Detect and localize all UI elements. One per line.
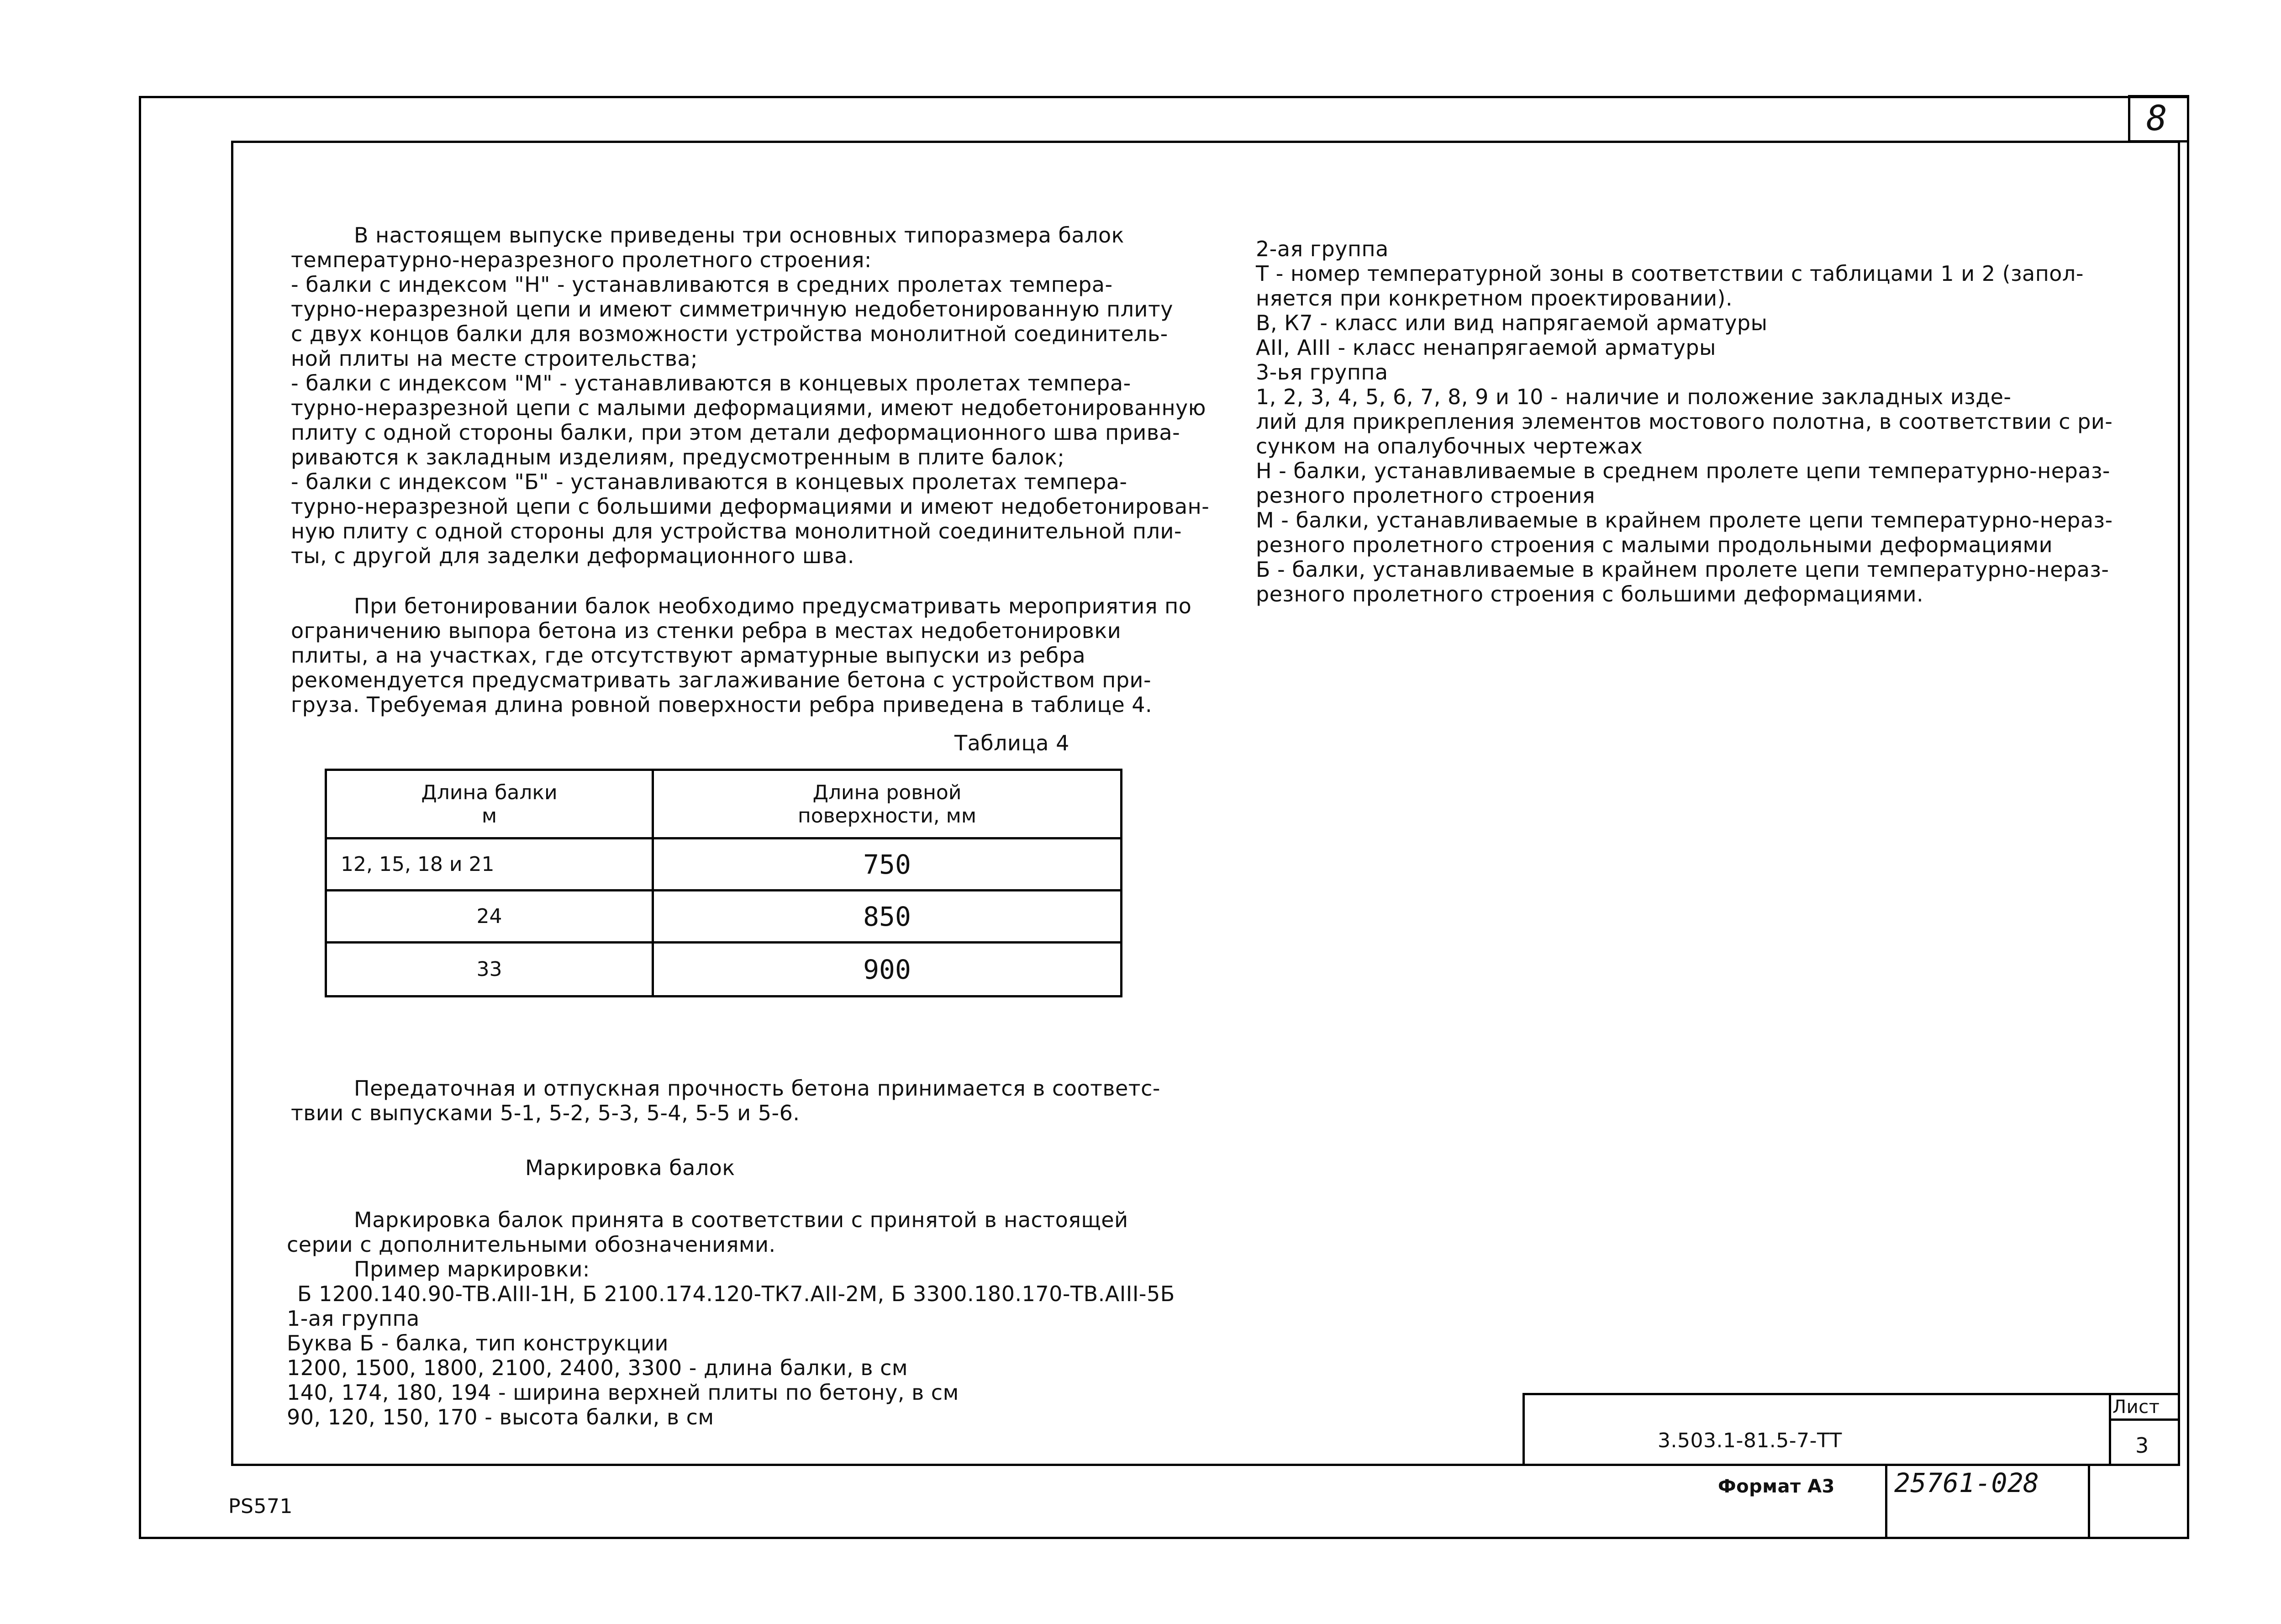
marking-heading: Маркировка балок (525, 1155, 735, 1180)
text-line: риваются к закладным изделиям, предусмотренным в плите балок; (291, 445, 1065, 469)
text-line: Буква Б - балка, тип конструкции (287, 1331, 669, 1355)
inventory-sheet: 8 (2023, 1467, 2039, 1498)
table-header-cell (326, 770, 653, 838)
text-line: В настоящем выпуске приведены три основных типоразмера балок (354, 223, 1124, 248)
text-line: 90, 120, 150, 170 - высота балки, в см (287, 1405, 714, 1429)
text-line: В, К7 - класс или вид напрягаемой арматуры (1256, 311, 1768, 335)
text-line: турно-неразрезной цепи с большими деформациями и имеют недобетонирован- (291, 494, 1210, 519)
text-line: плиты, а на участках, где отсутствуют арматурные выпуски из ребра (291, 643, 1086, 668)
document-code: 3.503.1-81.5-7-ТТ (1658, 1429, 1842, 1452)
text-line: сунком на опалубочных чертежах (1256, 434, 1643, 459)
text-line: турно-неразрезной цепи с малыми деформациями, имеют недобетонированную (291, 395, 1206, 420)
text-line: Б 1200.140.90-ТВ.АIII-1Н, Б 2100.174.120-ТК7.АII-2М, Б 3300.180.170-ТВ.АIII-5Б (297, 1281, 1175, 1306)
table-cell: 24 (326, 891, 653, 943)
text-line: ты, с другой для заделки деформационного шва. (291, 543, 855, 568)
text-line: 1, 2, 3, 4, 5, 6, 7, 8, 9 и 10 - наличие и положение закладных изде- (1256, 385, 2012, 409)
table-row (326, 943, 1122, 997)
text-line: твии с выпусками 5-1, 5-2, 5-3, 5-4, 5-5 и 5-6. (291, 1101, 800, 1125)
text-line: резного пролетного строения с малыми продольными деформациями (1256, 533, 2053, 557)
table-cell: 12, 15, 18 и 21 (326, 838, 653, 891)
text-line: При бетонировании балок необходимо предусматривать мероприятия по (354, 594, 1192, 618)
title-block (1522, 1393, 2180, 1466)
text-line: температурно-неразрезного пролетного строения: (291, 248, 872, 272)
text-line: Передаточная и отпускная прочность бетона принимается в соответс- (354, 1076, 1160, 1101)
header-text: Длина ровной (812, 780, 962, 804)
header-unit: м (481, 804, 497, 828)
text-line: - балки с индексом "Н" - устанавливаются в средних пролетах темпера- (291, 272, 1113, 297)
inventory-number: 25761-02 (1894, 1467, 2024, 1498)
header-unit: поверхности, мм (797, 804, 977, 828)
title-block-sheet-divider (2109, 1418, 2180, 1421)
table-row (326, 891, 1122, 943)
text-line: няется при конкретном проектировании). (1256, 286, 1733, 311)
table-cell: 900 (653, 943, 1122, 997)
text-line: Маркировка балок принята в соответствии с принятой в настоящей (354, 1207, 1128, 1232)
text-line: Пример маркировки: (354, 1257, 590, 1281)
text-line: турно-неразрезной цепи и имеют симметричную недобетонированную плиту (291, 297, 1173, 322)
text-line: Б - балки, устанавливаемые в крайнем пролете цепи температурно-нераз- (1256, 557, 2109, 582)
sheet-number: 3 (2135, 1433, 2149, 1458)
text-line: АII, АIII - класс ненапрягаемой арматуры (1256, 335, 1716, 360)
ps-code: PS571 (228, 1495, 293, 1518)
text-line: 1-ая группа (287, 1306, 420, 1331)
text-line: - балки с индексом "М" - устанавливаются в концевых пролетах темпера- (291, 371, 1131, 395)
text-line: рекомендуется предусматривать заглаживание бетона с устройством при- (291, 668, 1152, 692)
text-line: лий для прикрепления элементов мостового полотна, в соответствии с ри- (1256, 409, 2113, 434)
text-line: М - балки, устанавливаемые в крайнем пролете цепи температурно-нераз- (1256, 508, 2113, 533)
table-header-cell (653, 770, 1122, 838)
text-line: Н - балки, устанавливаемые в среднем пролете цепи температурно-нераз- (1256, 459, 2111, 483)
table-cell: 33 (326, 943, 653, 997)
footer-divider-1 (1885, 1466, 1887, 1539)
text-line: 1200, 1500, 1800, 2100, 2400, 3300 - длина балки, в см (287, 1355, 908, 1380)
sheet-label: Лист (2112, 1397, 2160, 1418)
text-line: 140, 174, 180, 194 - ширина верхней плиты по бетону, в см (287, 1380, 959, 1405)
text-line: груза. Требуемая длина ровной поверхности ребра приведена в таблице 4. (291, 692, 1153, 717)
table-caption: Таблица 4 (954, 731, 1069, 755)
footer-divider-2 (2088, 1466, 2090, 1539)
text-line: серии с дополнительными обозначениями. (287, 1232, 776, 1257)
text-line: 3-ья группа (1256, 360, 1388, 385)
corner-sheet-number: 8 (2146, 98, 2168, 138)
table-cell: 850 (653, 891, 1122, 943)
text-line: Т - номер температурной зоны в соответствии с таблицами 1 и 2 (запол- (1256, 261, 2084, 286)
text-line: - балки с индексом "Б" - устанавливаются в концевых пролетах темпера- (291, 469, 1127, 494)
header-text: Длина балки (421, 780, 558, 804)
format-label: Формат А3 (1718, 1476, 1835, 1497)
table-header-row (326, 770, 1122, 838)
text-line: плиту с одной стороны балки, при этом детали деформационного шва прива- (291, 420, 1180, 445)
text-line: ную плиту с одной стороны для устройства монолитной соединительной пли- (291, 519, 1182, 543)
text-line: ограничению выпора бетона из стенки ребра в местах недобетонировки (291, 618, 1122, 643)
text-line: ной плиты на месте строительства; (291, 346, 698, 371)
table-row (326, 838, 1122, 891)
text-line: резного пролетного строения (1256, 483, 1596, 508)
text-line: резного пролетного строения с большими деформациями. (1256, 582, 1924, 606)
surface-length-table (325, 769, 1122, 997)
text-line: с двух концов балки для возможности устройства монолитной соединитель- (291, 322, 1168, 346)
text-line: 2-ая группа (1256, 237, 1389, 261)
table-cell: 750 (653, 838, 1122, 891)
title-block-divider (2109, 1393, 2111, 1466)
